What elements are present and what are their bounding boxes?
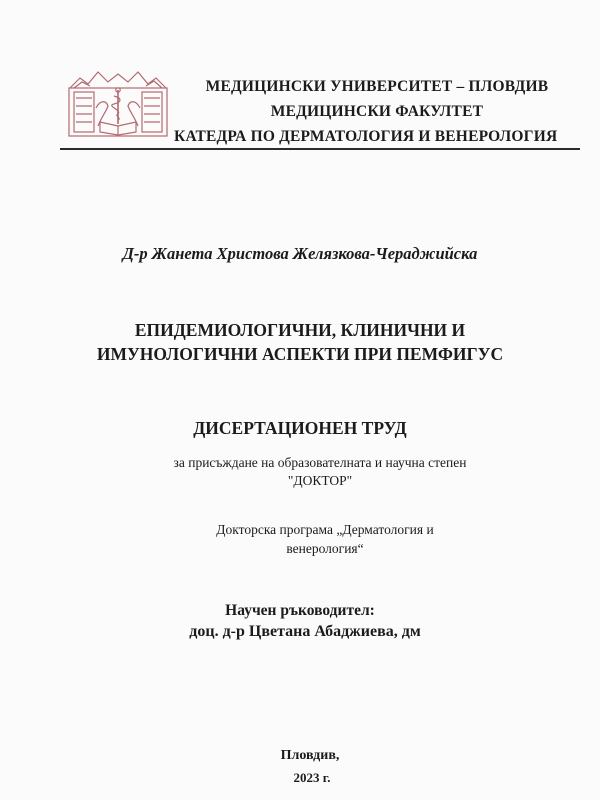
title-line-2: ИМУНОЛОГИЧНИ АСПЕКТИ ПРИ ПЕМФИГУС xyxy=(96,344,504,364)
institution-header xyxy=(172,74,582,149)
author-name: Д-р Жанета Христова Желязкова-Чераджийска xyxy=(122,244,478,263)
doctoral-program xyxy=(45,520,600,558)
city: Пловдив, xyxy=(280,748,340,763)
supervisor-name: доц. д-р Цветана Абаджиева, дм xyxy=(189,623,421,640)
degree-description xyxy=(40,454,600,490)
document-type-heading: ДИСЕРТАЦИОНЕН ТРУД xyxy=(193,418,407,438)
university-seal-icon xyxy=(66,68,170,138)
program-line-1: Докторска програма „Дерматология и xyxy=(216,522,434,537)
university-name: МЕДИЦИНСКИ УНИВЕРСИТЕТ – ПЛОВДИВ xyxy=(205,78,549,95)
program-line-2: венерология“ xyxy=(286,541,364,556)
degree-line-1: за присъждане на образователната и научна степен xyxy=(173,455,467,470)
title-line-1: ЕПИДЕМИОЛОГИЧНИ, КЛИНИЧНИ И xyxy=(134,320,466,340)
supervisor-label: Научен ръководител: xyxy=(225,602,375,619)
degree-line-2: "ДОКТОР" xyxy=(287,473,353,488)
header-divider xyxy=(60,148,580,150)
faculty-name: МЕДИЦИНСКИ ФАКУЛТЕТ xyxy=(270,103,484,120)
dissertation-title xyxy=(0,318,600,366)
year: 2023 г. xyxy=(293,770,331,785)
department-name: КАТЕДРА ПО ДЕРМАТОЛОГИЯ И ВЕНЕРОЛОГИЯ xyxy=(174,128,558,145)
